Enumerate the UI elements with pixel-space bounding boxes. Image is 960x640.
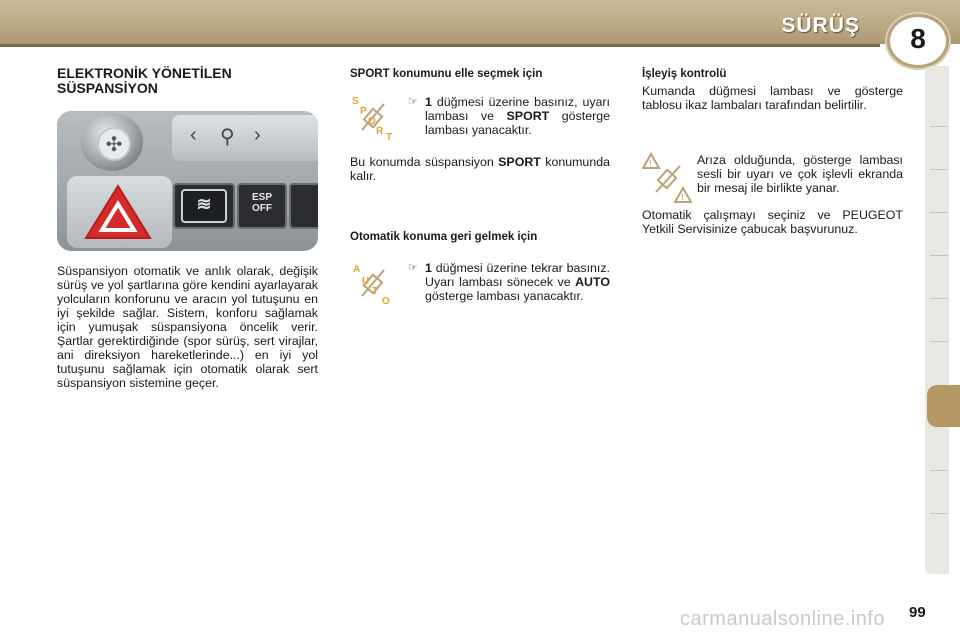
dashboard-controls-photo (57, 111, 318, 251)
chapter-title: SÜRÜŞ (781, 14, 860, 37)
warning-mark: ! (681, 193, 684, 202)
tab-divider (930, 470, 948, 471)
sport-heading: SPORT konumunu elle seçmek için (350, 68, 543, 80)
esp-label-line: ESP (251, 192, 272, 203)
suspension-button-face (181, 189, 227, 223)
result-text: konumunda kalır. (350, 155, 610, 183)
tab-divider (930, 341, 948, 342)
watermark: carmanualsonline.info (680, 608, 886, 630)
sport-keyword: SPORT (506, 109, 550, 123)
tab-divider (930, 255, 948, 256)
sport-keyword: SPORT (498, 155, 541, 169)
step-text: düğmesi üzerine basınız, uyarı lambası ve (425, 95, 610, 123)
tab-divider (930, 298, 948, 299)
step-text: düğmesi üzerine tekrar basınız. Uyarı lambası sönecek ve (425, 261, 610, 289)
chapter-number: 8 (910, 23, 926, 54)
hazard-button (67, 176, 172, 248)
sport-result-text (350, 155, 610, 183)
pointing-hand-icon: ☞ (408, 96, 418, 108)
step-text: gösterge lambası yanacaktır. (425, 289, 584, 303)
result-text: Bu konumda süspansiyon (350, 155, 499, 169)
air-distribution-panel (172, 115, 318, 161)
seat-airflow-icon: ⚲ (220, 126, 235, 148)
suspension-icon: ≋ (196, 194, 212, 214)
fault-advice: Otomatik çalışmayı seçiniz ve PEUGEOT Yetkili Servisinize çabucak başvurunuz. (642, 208, 903, 236)
esp-label-line: OFF (252, 203, 272, 214)
chapter-badge (887, 14, 949, 68)
tab-divider (930, 212, 948, 213)
auto-letter: O (382, 296, 390, 306)
step-text: gösterge lambası yanacaktır. (425, 109, 610, 137)
chevron-left-icon: ‹ (190, 124, 197, 146)
auto-letter: U (362, 276, 370, 287)
ventilation-knob (81, 113, 143, 171)
hazard-triangle-icon (82, 182, 154, 242)
operation-check-heading: İşleyiş kontrolü (642, 68, 727, 80)
auto-letter: T (372, 286, 379, 297)
header-rule (0, 44, 880, 47)
sport-letter: P (360, 106, 367, 117)
suspension-description: Süspansiyon otomatik ve anlık olarak, değişik sürüş ve yol şartlarına göre kendini ayarlayarak yolcuların konforunu ve aracın yol tutuşunu en iyi şekilde sağlar. Sistem, konforu sağlamak için yumuşak süspansiyona öncelik verir. Şartlar gerektirdiğinde (spor sürüş, sert virajlar, ani direksiyon hareketlerinde...) en iyi yol tutuşunu sağlamak için otomatik olarak sert süspansiyon sistemine geçer. (57, 264, 318, 390)
tab-divider (930, 169, 948, 170)
tab-divider (930, 126, 948, 127)
operation-check-intro: Kumanda düğmesi lambası ve gösterge tablosu ikaz lambaları tarafından belirtilir. (642, 84, 903, 112)
chevron-right-icon: › (254, 124, 261, 146)
sport-letter: R (376, 126, 384, 137)
auto-letter: A (353, 264, 361, 275)
sport-letter: O (368, 116, 376, 127)
esp-off-label (239, 192, 285, 214)
sport-letter: T (386, 132, 393, 142)
auto-keyword: AUTO (575, 275, 610, 289)
knob-center (97, 127, 131, 161)
fan-icon: ✣ (105, 134, 123, 156)
chapter-tab-rail (925, 66, 949, 574)
suspension-button (173, 183, 235, 229)
auto-step-text (425, 261, 610, 303)
suspension-fault-icon (642, 152, 692, 204)
auto-heading: Otomatik konuma geri gelmek için (350, 231, 538, 243)
button-number: 1 (425, 95, 432, 109)
section-heading (57, 66, 317, 96)
button-number: 1 (425, 261, 432, 275)
adjacent-button (289, 183, 318, 229)
esp-off-button (237, 183, 287, 229)
sport-suspension-icon (350, 92, 396, 142)
active-chapter-tab[interactable] (927, 385, 960, 427)
sport-letter: S (352, 96, 359, 107)
auto-suspension-icon (350, 258, 396, 306)
fault-description: Arıza olduğunda, gösterge lambası sesli bir uyarı ve çok işlevli ekranda bir mesaj ile birlikte yanar. (697, 153, 903, 195)
section-heading-line: SÜSPANSİYON (57, 80, 158, 96)
page-number: 99 (909, 604, 926, 621)
tab-divider (930, 513, 948, 514)
sport-step-text (425, 95, 610, 137)
warning-mark: ! (649, 159, 652, 168)
section-heading-line: ELEKTRONİK YÖNETİLEN (57, 65, 232, 81)
pointing-hand-icon: ☞ (408, 262, 418, 274)
